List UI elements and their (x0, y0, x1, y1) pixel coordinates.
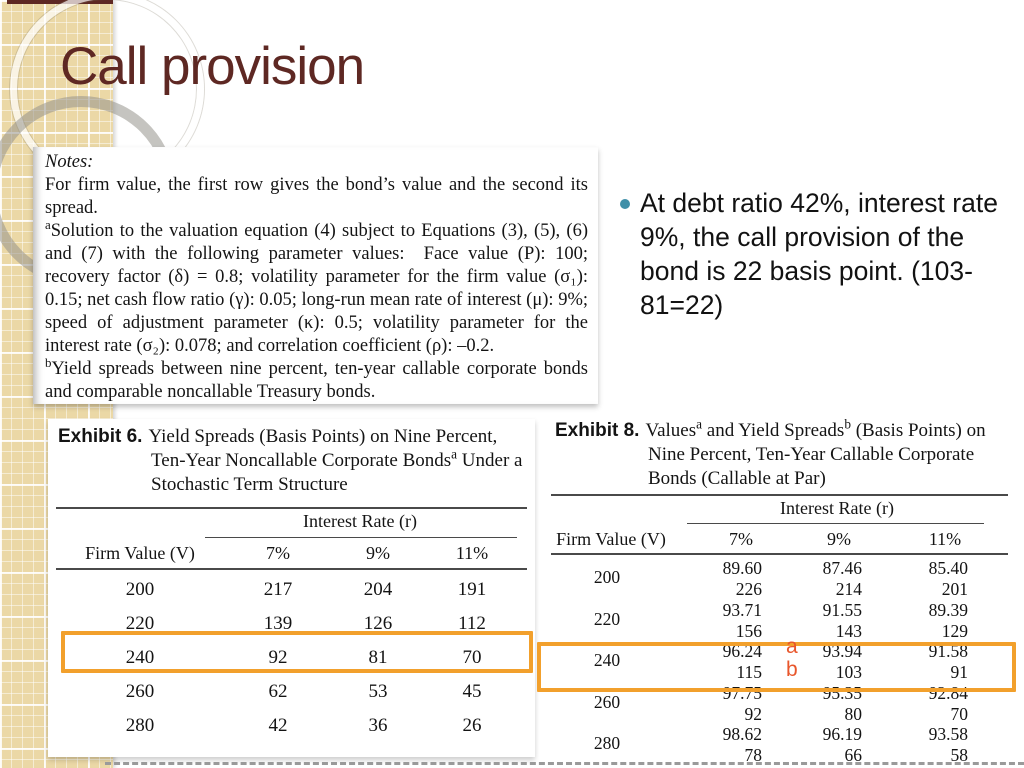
table-cell: 36 (368, 715, 388, 736)
table-cell: 220 (593, 608, 621, 629)
table-cell: 70 (462, 647, 482, 668)
yield-spread: 226 (735, 579, 762, 599)
bond-value: 89.60 (722, 558, 762, 578)
table-cell: 53 (368, 681, 388, 702)
exhibit8-scan (545, 413, 1014, 768)
yield-spread: 92 (744, 703, 762, 724)
highlight-box-exhibit8-row-240 (537, 642, 1016, 692)
table-rule (205, 537, 517, 538)
table-row (48, 709, 535, 743)
table-cell (669, 599, 762, 641)
bond-value: 85.40 (928, 558, 968, 578)
table-cell: 62 (268, 681, 288, 702)
table-cell (862, 599, 968, 641)
bond-value: 91.58 (928, 641, 968, 661)
table-row (545, 723, 1014, 765)
table-cell: 280 (593, 733, 621, 754)
bond-value: 95.35 (822, 682, 862, 703)
table-cell: 260 (125, 681, 155, 702)
yield-spread: 58 (950, 745, 968, 765)
bond-value: 98.62 (722, 724, 762, 744)
yield-spread: 129 (941, 620, 968, 641)
exhibit6-col-9: 9% (366, 543, 390, 563)
bond-value: 87.46 (822, 558, 862, 578)
yield-spread: 66 (844, 745, 862, 765)
table-cell: 45 (462, 681, 482, 702)
table-rule (551, 494, 1008, 496)
notes-footnote-a (45, 216, 593, 358)
table-rule (551, 553, 1008, 555)
exhibit8-title-text: and Yield Spreads (702, 420, 845, 441)
notes-footnote-b (45, 354, 593, 404)
yield-spread: 156 (735, 620, 762, 641)
yield-spread: 103 (835, 662, 862, 682)
table-cell: 260 (593, 691, 621, 712)
exhibit8-title-text: Values (645, 420, 697, 441)
bond-value: 89.39 (928, 599, 968, 620)
notes-intro: For firm value, the first row gives the bond’s value and the second its spread. (45, 175, 593, 218)
table-cell (762, 723, 862, 765)
table-cell: 92 (268, 647, 288, 668)
bond-value: 97.75 (722, 682, 762, 703)
bond-value: 93.71 (722, 599, 762, 620)
page-title: Call provision (60, 37, 365, 96)
exhibit8-title (545, 413, 1014, 491)
bullet-point (620, 186, 1012, 322)
table-rule (56, 568, 527, 570)
exhibit8-col-9: 9% (827, 529, 851, 549)
table-cell (862, 557, 968, 599)
yield-spread: 70 (950, 703, 968, 724)
table-cell: 112 (458, 613, 486, 634)
bullet-dot-icon (620, 199, 630, 209)
table-cell: 26 (462, 715, 482, 736)
exhibit6-col-11: 11% (455, 543, 489, 563)
highlight-box-exhibit6-row-240 (61, 631, 533, 673)
table-cell: 204 (363, 579, 393, 600)
table-cell: 200 (125, 579, 155, 600)
footnote-b-text: Yield spreads between nine percent, ten-year callable corporate bonds and comparable noncallable Treasury bonds. (45, 359, 593, 402)
table-cell: 220 (125, 613, 155, 634)
footnote-a-marker: a (45, 216, 51, 232)
bond-value: 93.58 (928, 724, 968, 744)
table-cell: 139 (263, 613, 293, 634)
table-cell: 81 (368, 647, 388, 668)
notes-heading: Notes: (45, 152, 94, 172)
exhibit6-label: Exhibit 6. (58, 426, 143, 447)
footnote-b-marker: b (45, 354, 52, 370)
table-rule (687, 523, 984, 524)
table-row (48, 675, 535, 709)
exhibit8-row-header: Firm Value (V) (556, 529, 666, 549)
notes-scan (33, 147, 598, 404)
exhibit6-title-sup: a (451, 446, 458, 462)
exhibit6-scan (48, 419, 535, 757)
exhibit8-col-11: 11% (928, 529, 962, 549)
exhibit8-group-header: Interest Rate (r) (780, 498, 894, 518)
yield-spread: 214 (835, 579, 862, 599)
annotation-letter-b: b (786, 658, 798, 681)
exhibit8-title-text: (Basis Points) on Nine Percent, Ten-Year Callable Corporate Bonds (Callable at Par) (648, 420, 986, 489)
exhibit6-row-header: Firm Value (V) (85, 543, 195, 563)
table-cell: 191 (457, 579, 487, 600)
table-cell: 42 (268, 715, 288, 736)
exhibit8-label: Exhibit 8. (555, 420, 640, 441)
exhibit6-title-text: Yield Spreads (Basis Points) on Nine Percent, Ten-Year Noncallable Corporate Bonds (148, 426, 498, 471)
table-cell: 240 (125, 647, 155, 668)
footnote-a-text: Solution to the valuation equation (4) subject to Equations (3), (5), (6) and (7) with the following parameter values: Face value (P): 100; recovery factor (δ) = 0.8; volatility parameter for the firm value (σ₁): 0.15; net cash flow ratio (γ): 0.05; long-run mean rate of interest (μ): 9%; speed of adjustment parameter (κ): 0.5; volatility parameter for the interest rate (σ₂): 0.078; and correlation coefficient (ρ): –0.2. (45, 221, 593, 356)
table-cell: 240 (593, 650, 621, 671)
table-cell (762, 557, 862, 599)
bond-value: 92.84 (928, 682, 968, 703)
table-cell: 217 (263, 579, 293, 600)
table-row (48, 573, 535, 607)
table-cell: 280 (125, 715, 155, 736)
exhibit8-title-sup-b: b (844, 416, 851, 432)
table-cell (862, 723, 968, 765)
yield-spread: 91 (950, 662, 968, 682)
bond-value: 96.19 (822, 724, 862, 744)
yield-spread: 143 (835, 620, 862, 641)
yield-spread: 201 (941, 579, 968, 599)
bond-value: 93.94 (822, 641, 862, 661)
scan-bottom-dashed-rule (105, 762, 1024, 765)
exhibit6-title (48, 419, 535, 497)
exhibit6-col-7: 7% (266, 543, 290, 563)
table-rule (56, 507, 527, 509)
yield-spread: 78 (744, 745, 762, 765)
table-cell: 200 (593, 567, 621, 588)
exhibit6-group-header: Interest Rate (r) (303, 511, 417, 531)
exhibit6-title-rest: Under a Stochastic Term Structure (151, 450, 523, 495)
exhibit8-col-7: 7% (729, 529, 753, 549)
yield-spread: 115 (736, 662, 762, 682)
table-cell (669, 557, 762, 599)
exhibit8-title-sup-a: a (696, 416, 703, 432)
annotation-letter-a: a (786, 635, 798, 658)
table-cell: 126 (363, 613, 393, 634)
bullet-text: At debt ratio 42%, interest rate 9%, the call provision of the bond is 22 basis point. (103-81=22) (640, 188, 1013, 320)
table-row (545, 599, 1014, 641)
table-row (545, 557, 1014, 599)
bond-value: 91.55 (822, 599, 862, 620)
yield-spread: 80 (844, 703, 862, 724)
table-cell (762, 599, 862, 641)
bond-value: 96.24 (722, 641, 762, 661)
table-cell (669, 723, 762, 765)
